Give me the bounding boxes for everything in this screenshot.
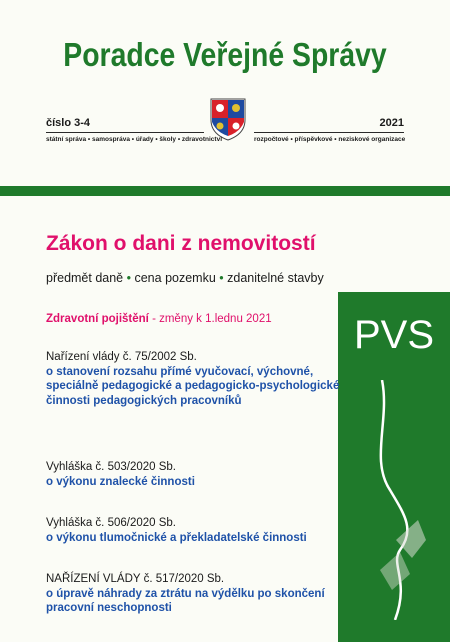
magazine-title: Poradce Veřejné Správy [63,36,387,73]
item-description-line: speciálně pedagogické a pedagogicko-psychologické [46,380,340,392]
subtopic-1: předmět daně [46,271,124,285]
item-description-line: o úpravě náhrady za ztrátu na výdělku po skončení [46,587,325,600]
item-heading: NAŘÍZENÍ VLÁDY č. 517/2020 Sb. [46,573,225,585]
item-description-line: o stanovení rozsahu přímé vyučovací, výchovné, [46,365,314,378]
green-band [0,186,450,196]
item-description-line: činnosti pedagogických pracovníků [46,394,242,407]
item-heading: Vyhláška č. 506/2020 Sb. [46,517,176,529]
item-description-line: o výkonu tlumočnické a překladatelské činnosti [46,531,307,544]
subtopic-3: zdanitelné stavby [227,271,324,285]
issue-year: 2021 [379,117,404,129]
main-headline: Zákon o dani z nemovitostí [46,232,316,255]
header-divider-left [46,132,204,133]
contents-item [46,350,339,408]
item-description-line: pracovní neschopnosti [46,602,172,614]
issue-number: číslo 3-4 [46,117,91,129]
health-note: - změny k 1.lednu 2021 [148,313,272,325]
item-description-line: o výkonu znalecké činnosti [46,475,195,488]
contents-item [46,460,195,489]
contents-item [46,516,307,545]
decorative-swirl-icon [360,380,430,620]
pvs-logo [338,298,450,368]
pvs-logo-text: PVS [353,313,435,357]
item-heading: Nařízení vlády č. 75/2002 Sb. [46,351,197,363]
header-divider-right [254,132,404,133]
subtopic-2: cena pozemku [134,271,216,285]
item-heading: Vyhláška č. 503/2020 Sb. [46,461,176,473]
health-insurance-line [46,313,272,325]
tagline-right: rozpočtové • příspěvkové • neziskové organizace [254,136,406,143]
contents-item [46,572,325,616]
subtopics: předmět daně • cena pozemku • zdanitelné stavby [46,271,324,285]
tagline-left: státní správa • samospráva • úřady • školy • zdravotnictví [46,136,223,143]
health-title: Zdravotní pojištění [46,313,149,325]
